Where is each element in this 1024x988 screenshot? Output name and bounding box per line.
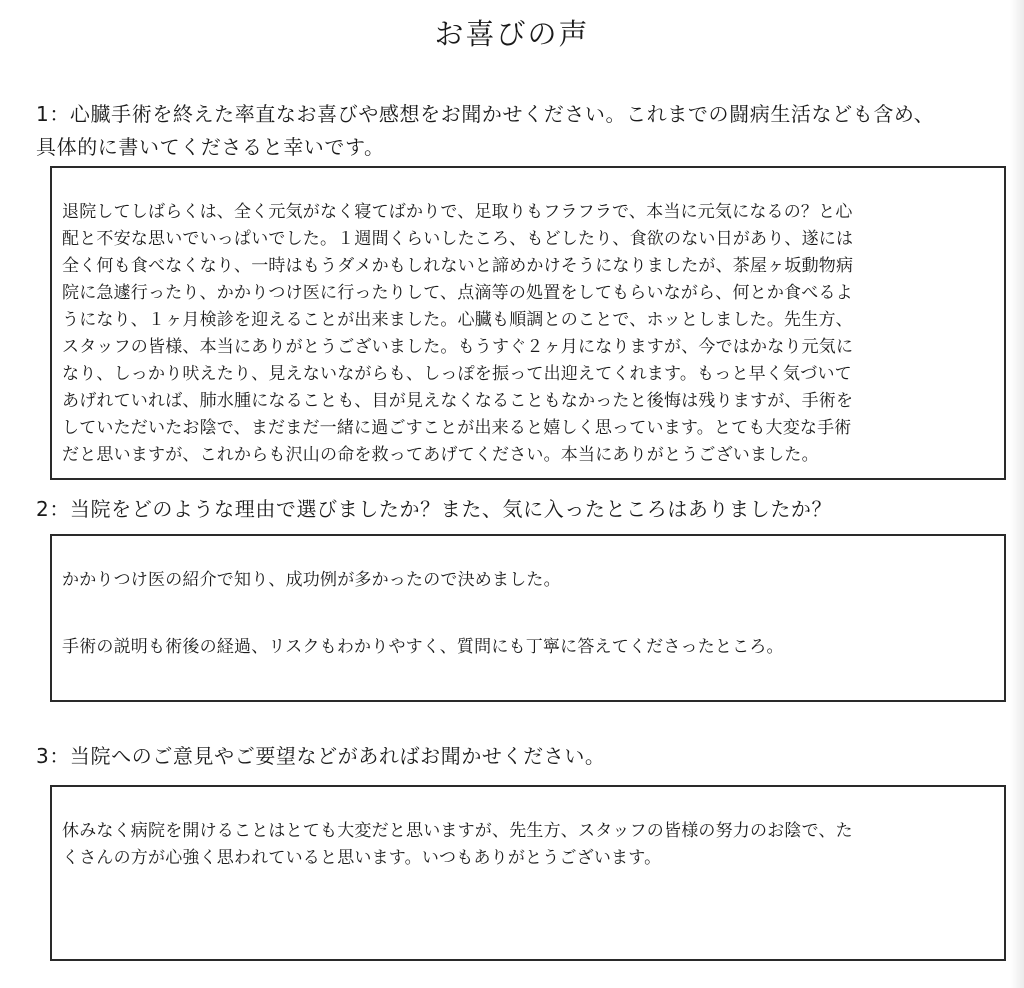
answer-2-paragraph-1: かかりつけ医の紹介で知り、成功例が多かったので決めました。	[62, 570, 561, 590]
answer-3-text: 休みなく病院を開けることはとても大変だと思いますが、先生方、スタッフの皆様の努力のお陰で、た くさんの方が心強く思われていると思います。いつもありがとうございます。	[62, 821, 853, 868]
question-1: 1：心臓手術を終えた率直なお喜びや感想をお聞かせください。これまでの闘病生活なども含め、 具体的に書いてくださると幸いです。	[36, 102, 935, 159]
answer-box-3	[50, 785, 1006, 961]
page-title: お喜びの声	[434, 17, 590, 51]
scan-edge-shadow	[1010, 0, 1024, 988]
answer-1-text: 退院してしばらくは、全く元気がなく寝てばかりで、足取りもフラフラで、本当に元気になるの？と心 配と不安な思いでいっぱいでした。１週間くらいしたころ、もどしたり、食欲のない日があり、遂には 全く何も食べなくなり、一時はもうダメかもしれないと諦めかけそうになりましたが、茶屋ヶ坂動物病 院に急遽行ったり、かかりつけ医に行ったりして、点滴等の処置をしてもらいながら、何とか食べるよ うになり、１ヶ月検診を迎えることが出来ました。心臓も順調とのことで、ホッとしました。先生方、 スタッフの皆様、本当にありがとうございました。もうすぐ２ヶ月になりますが、今ではかなり元気に なり、しっかり吠えたり、見えないながらも、しっぽを振って出迎えてくれます。もっと早く気づいて あげれていれば、肺水腫になることも、目が見えなくなることもなかったと後悔は残りますが、手術を していただいたお陰で、まだまだ一緒に過ごすことが出来ると嬉しく思っています。とても大変な手術 だと思いますが、これからも沢山の命を救ってあげてください。本当にありがとうございました。	[62, 202, 854, 465]
question-3: 3：当院へのご意見やご要望などがあればお聞かせください。	[36, 744, 606, 768]
answer-box-2	[50, 534, 1006, 702]
question-2: 2：当院をどのような理由で選びましたか？また、気に入ったところはありましたか？	[36, 497, 833, 521]
answer-2-paragraph-2: 手術の説明も術後の経過、リスクもわかりやすく、質問にも丁寧に答えてくださったところ。	[62, 637, 784, 657]
answer-box-1	[50, 166, 1006, 480]
